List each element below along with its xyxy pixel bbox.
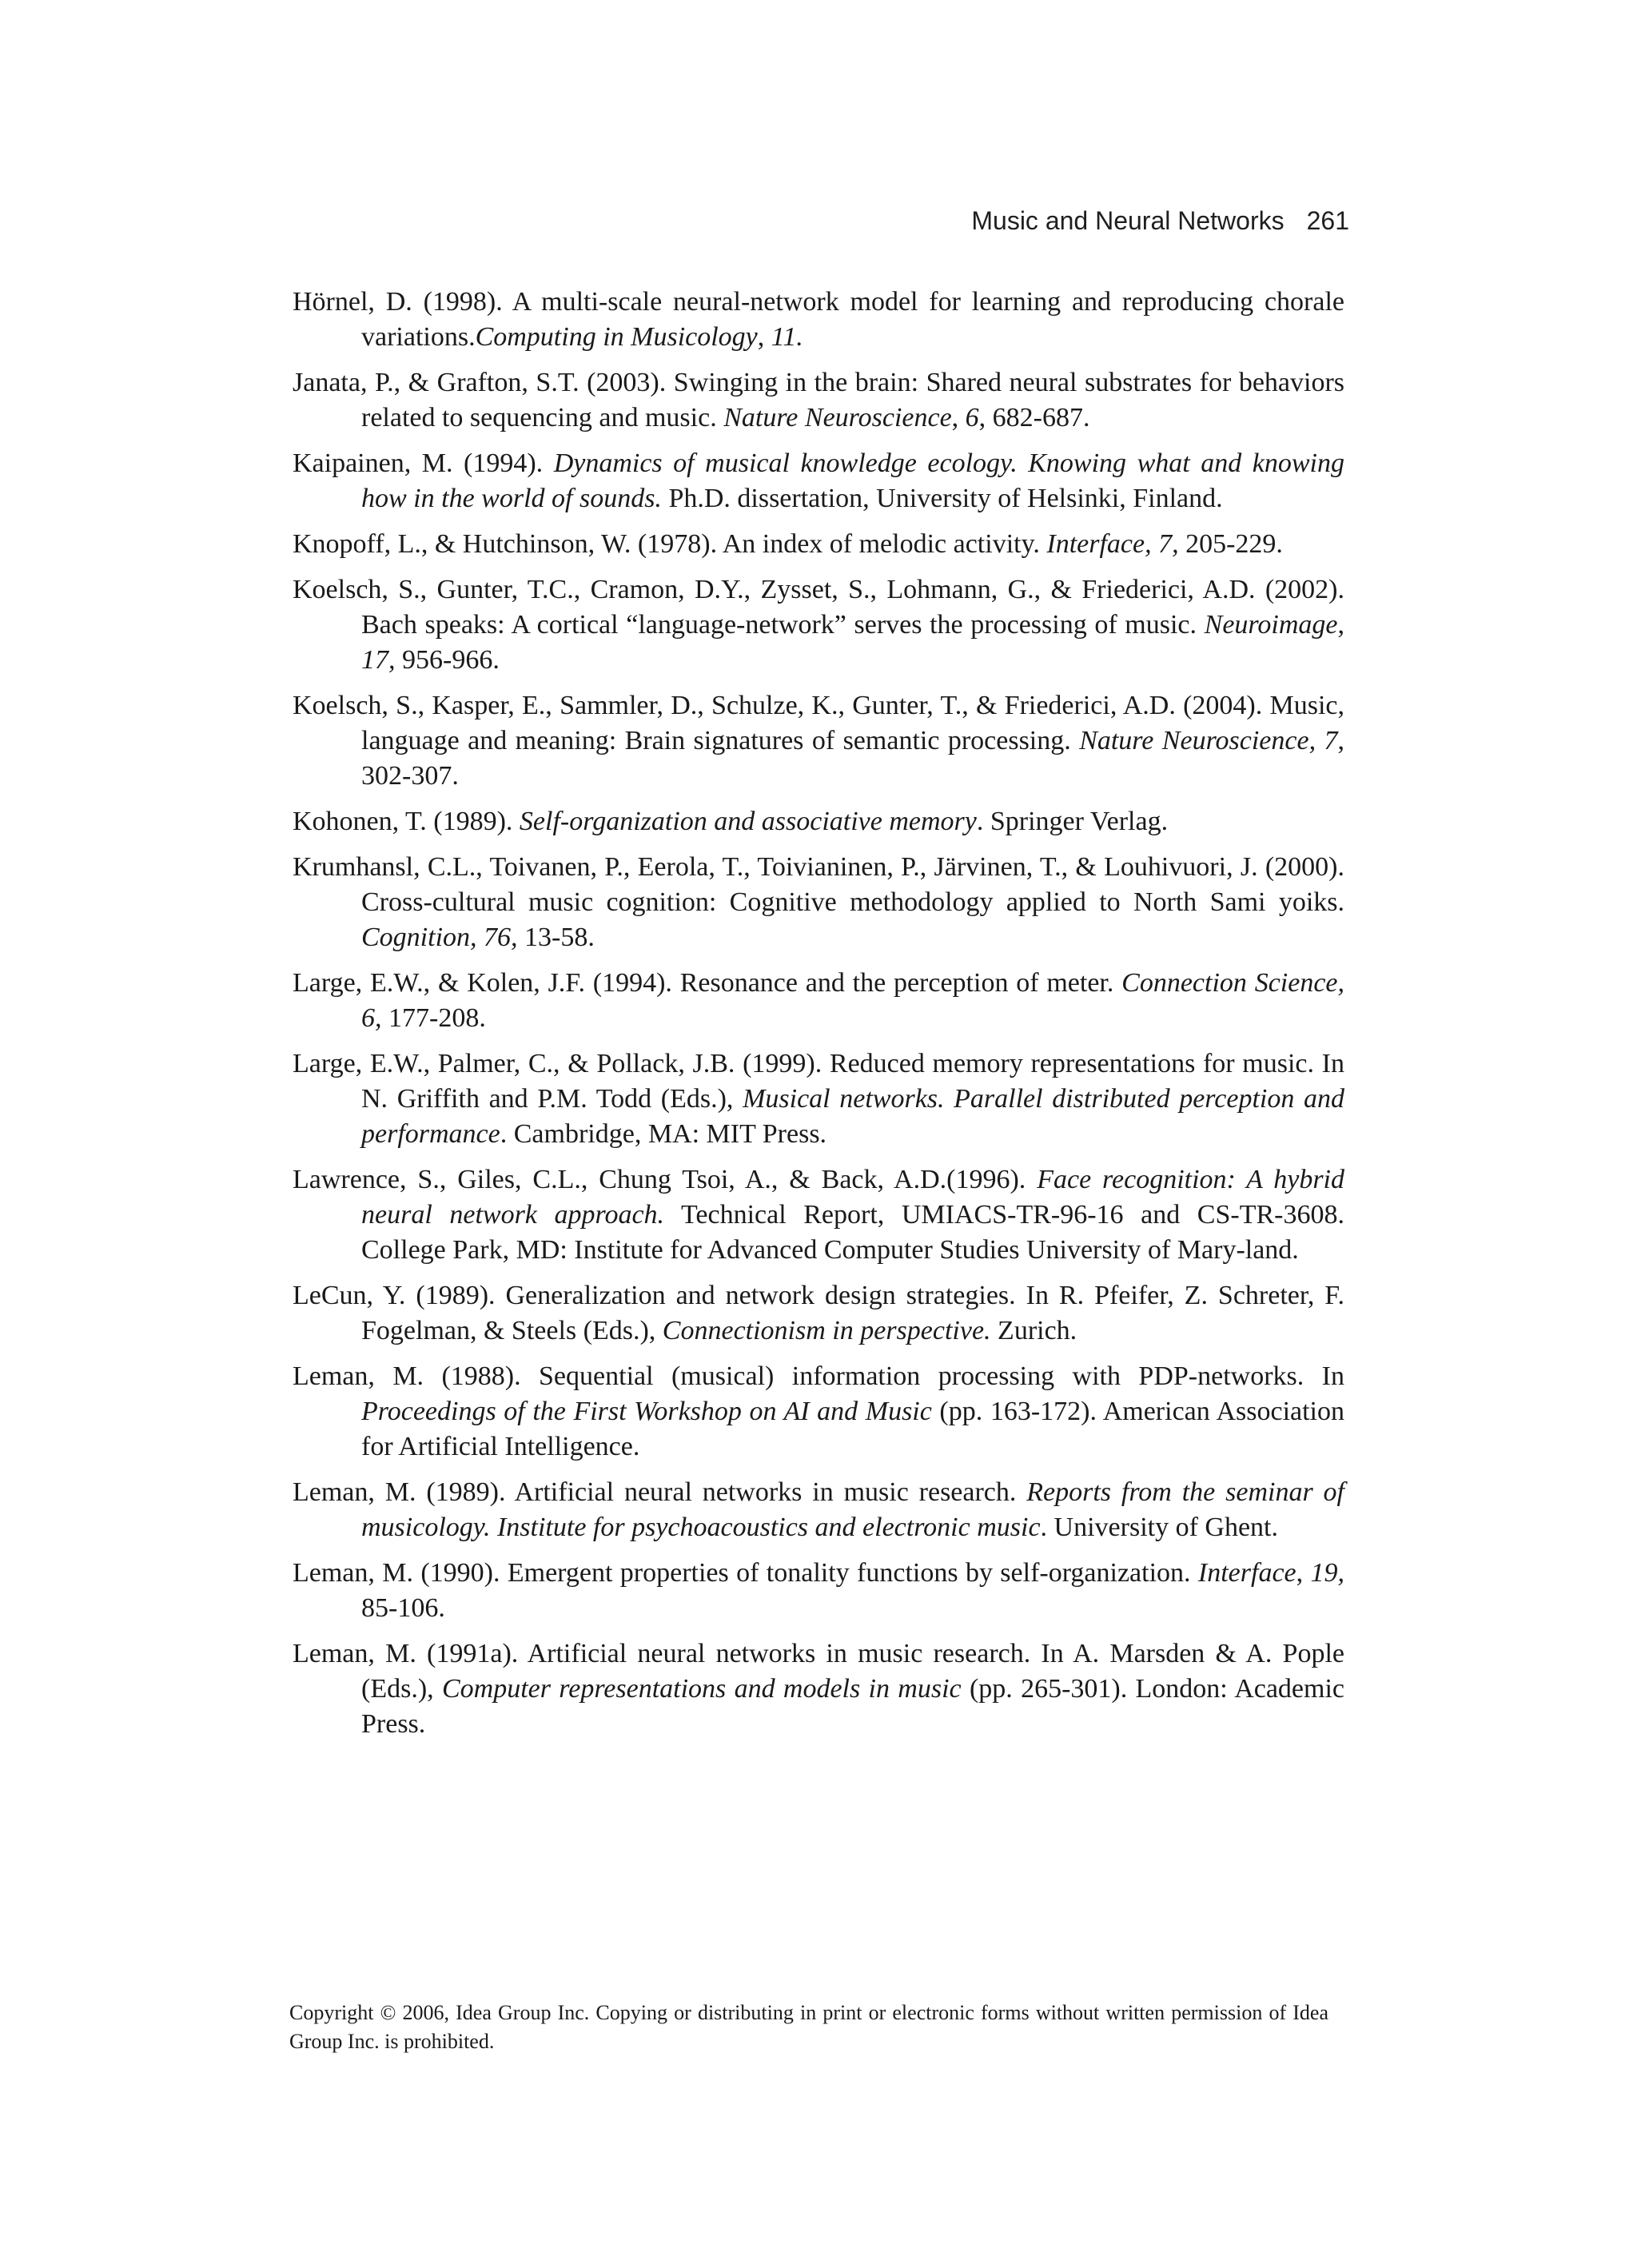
reference-entry xyxy=(293,527,1344,562)
reference-entry xyxy=(293,688,1344,794)
reference-text: Leman, M. (1991a). Artificial neural networks in music research. In A. Marsden & A. Pople (Eds.), xyxy=(293,1639,1344,1704)
reference-text: Krumhansl, C.L., Toivanen, P., Eerola, T., Toivianinen, P., Järvinen, T., & Louhivuori, J. (2000). Cross-cultural music cognition: Cognitive methodology applied to North Sami yoiks. xyxy=(293,852,1344,917)
reference-text: Janata, P., & Grafton, S.T. (2003). Swinging in the brain: Shared neural substrates for behaviors related to sequencing and music. xyxy=(293,368,1344,432)
reference-text: . Cambridge, MA: MIT Press. xyxy=(500,1119,827,1149)
reference-text: Hörnel, D. (1998). A multi-scale neural-network model for learning and reproducing chorale variations. xyxy=(293,287,1344,352)
reference-text: Kaipainen, M. (1994). xyxy=(293,448,554,478)
reference-italic-text: 6 xyxy=(965,403,979,432)
reference-entry xyxy=(293,804,1344,839)
reference-italic-text: Connectionism in perspective. xyxy=(662,1316,991,1345)
reference-text: 205-229. xyxy=(1178,529,1283,559)
reference-entry xyxy=(293,446,1344,516)
reference-italic-text: Nature Neuroscience xyxy=(723,403,952,432)
reference-text: Kohonen, T. (1989). xyxy=(293,807,520,836)
reference-italic-text: Cognition, 76, xyxy=(361,923,518,952)
reference-text: Large, E.W., Palmer, C., & Pollack, J.B. (1999). Reduced memory representations for music. In N. Griffith and P.M. Todd (Eds.), xyxy=(293,1049,1344,1114)
reference-text: Technical Report, UMIACS-TR-96-16 and CS-TR-3608. College Park, MD: Institute for Advanced Computer Studies University of Mary-land. xyxy=(361,1200,1344,1265)
reference-italic-text: 11. xyxy=(771,322,803,352)
reference-entry xyxy=(293,1162,1344,1268)
reference-entry xyxy=(293,285,1344,355)
reference-italic-text: 19, xyxy=(1310,1558,1344,1588)
reference-text: Ph.D. dissertation, University of Helsinki, Finland. xyxy=(661,484,1223,513)
reference-italic-text: Proceedings of the First Workshop on AI and Music xyxy=(361,1397,932,1426)
reference-italic-text: Computer representations and models in music xyxy=(441,1674,962,1704)
copyright-notice: Copyright © 2006, Idea Group Inc. Copying or distributing in print or electronic forms without written permission of Idea Group Inc. is prohibited. xyxy=(289,2001,1328,2053)
reference-italic-text: Interface, 7, xyxy=(1046,529,1179,559)
reference-italic-text: Self-organization and associative memory xyxy=(519,807,977,836)
reference-text: (pp. 265-301). London: Academic Press. xyxy=(361,1674,1344,1739)
reference-text: , 302-307. xyxy=(361,726,1344,791)
reference-text: . Springer Verlag. xyxy=(976,807,1169,836)
reference-entry xyxy=(293,1278,1344,1349)
reference-italic-text: Neuroimage xyxy=(1204,610,1338,640)
reference-text: Knopoff, L., & Hutchinson, W. (1978). An index of melodic activity. xyxy=(293,529,1047,559)
reference-entry xyxy=(293,1475,1344,1545)
reference-entry xyxy=(293,572,1344,678)
reference-text: , xyxy=(1337,610,1344,640)
reference-entry xyxy=(293,966,1344,1036)
reference-text: Koelsch, S., Kasper, E., Sammler, D., Schulze, K., Gunter, T., & Friederici, A.D. (2004). Music, language and meaning: Brain signatures of semantic processing. xyxy=(293,691,1344,755)
reference-text: 13-58. xyxy=(517,923,595,952)
reference-italic-text: Interface xyxy=(1197,1558,1296,1588)
page-number: 261 xyxy=(1306,206,1349,235)
running-header xyxy=(971,206,1349,236)
reference-text: 85-106. xyxy=(361,1593,445,1623)
reference-text: . University of Ghent. xyxy=(1040,1513,1278,1542)
reference-text: , xyxy=(951,403,966,432)
reference-entry xyxy=(293,365,1344,436)
reference-text: , xyxy=(1296,1558,1311,1588)
reference-text: Leman, M. (1990). Emergent properties of tonality functions by self-organization. xyxy=(293,1558,1198,1588)
reference-text: , 682-687. xyxy=(978,403,1090,432)
reference-entry xyxy=(293,1046,1344,1152)
reference-text: , xyxy=(757,322,771,352)
reference-list xyxy=(293,285,1344,1752)
reference-italic-text: Reports from the seminar of musicology. Institute for psychoacoustics and electronic music xyxy=(361,1477,1344,1542)
running-title: Music and Neural Networks xyxy=(971,206,1285,235)
reference-italic-text: Computing in Musicology xyxy=(475,322,758,352)
reference-entry xyxy=(293,1636,1344,1742)
reference-text: Zurich. xyxy=(990,1316,1077,1345)
reference-text: 177-208. xyxy=(381,1003,486,1033)
reference-text: Large, E.W., & Kolen, J.F. (1994). Resonance and the perception of meter. xyxy=(293,968,1122,998)
reference-entry xyxy=(293,1359,1344,1465)
reference-text: LeCun, Y. (1989). Generalization and network design strategies. In R. Pfeifer, Z. Schreter, F. Fogelman, & Steels (Eds.), xyxy=(293,1281,1344,1345)
reference-italic-text: Musical networks. Parallel distributed perception and performance xyxy=(361,1084,1344,1149)
reference-text: Leman, M. (1989). Artificial neural networks in music research. xyxy=(293,1477,1027,1507)
reference-italic-text: 17, xyxy=(361,645,396,675)
reference-text: Lawrence, S., Giles, C.L., Chung Tsoi, A., & Back, A.D.(1996). xyxy=(293,1165,1038,1194)
reference-text: 956-966. xyxy=(395,645,500,675)
reference-italic-text: Face recognition: A hybrid neural network approach. xyxy=(361,1165,1344,1230)
reference-text: (pp. 163-172). American Association for Artificial Intelligence. xyxy=(361,1397,1344,1461)
reference-entry xyxy=(293,850,1344,955)
reference-text: Koelsch, S., Gunter, T.C., Cramon, D.Y., Zysset, S., Lohmann, G., & Friederici, A.D. (2002). Bach speaks: A cortical “language-network” serves the processing of music. xyxy=(293,575,1344,640)
reference-entry xyxy=(293,1556,1344,1626)
reference-text: Leman, M. (1988). Sequential (musical) information processing with PDP-networks. In xyxy=(293,1361,1344,1391)
reference-italic-text: Connection Science, 6, xyxy=(361,968,1345,1033)
reference-italic-text: Dynamics of musical knowledge ecology. Knowing what and knowing how in the world of sounds. xyxy=(361,448,1344,513)
reference-italic-text: Nature Neuroscience, 7 xyxy=(1079,726,1338,755)
